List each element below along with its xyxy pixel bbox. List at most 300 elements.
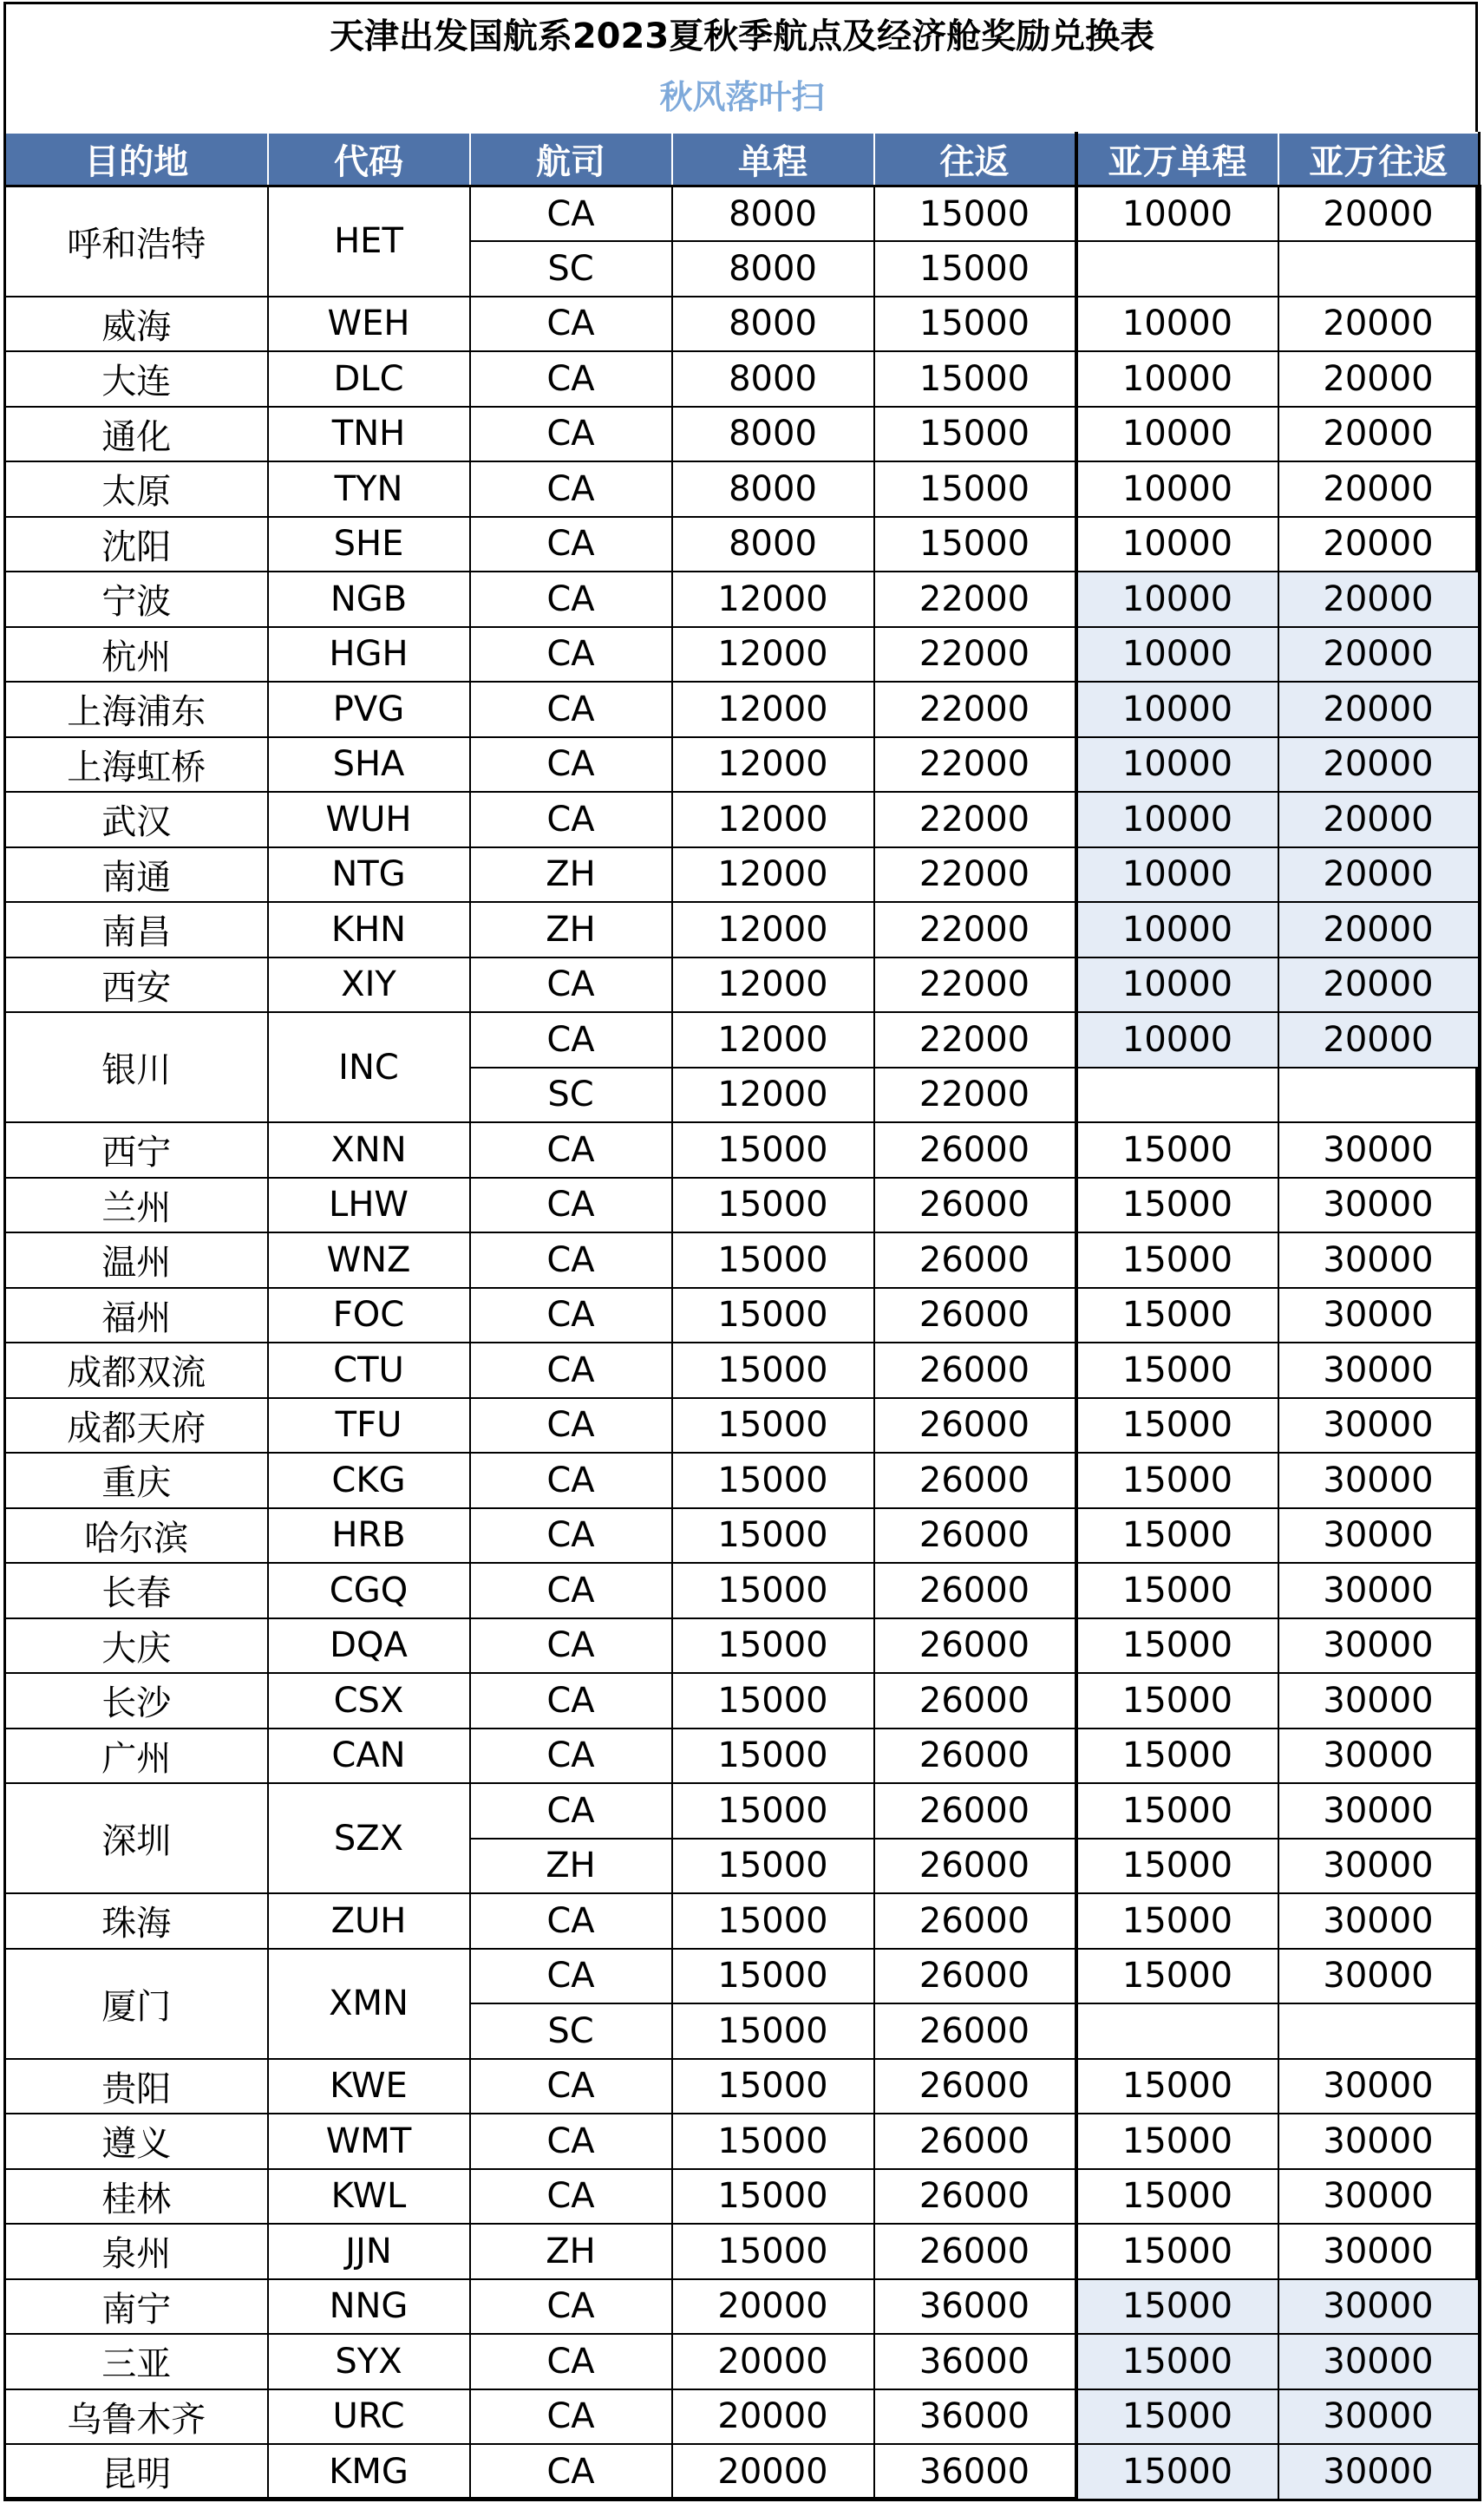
round-trip-cell: 22000 — [874, 572, 1076, 627]
table-row — [5, 297, 1480, 352]
round-trip-cell: 26000 — [874, 2003, 1076, 2059]
round-trip-cell: 22000 — [874, 957, 1076, 1013]
destination-cell: 南通 — [5, 847, 268, 903]
round-trip-cell: 26000 — [874, 1949, 1076, 2004]
round-trip-cell: 15000 — [874, 461, 1076, 517]
code-cell: NTG — [268, 847, 470, 903]
one-way-cell: 15000 — [672, 1178, 874, 1233]
asia-miles-one-way-cell: 15000 — [1076, 2334, 1278, 2389]
table-row — [5, 737, 1480, 793]
round-trip-cell: 26000 — [874, 1178, 1076, 1233]
destination-cell: 广州 — [5, 1729, 268, 1784]
round-trip-cell: 22000 — [874, 1012, 1076, 1068]
airline-cell: CA — [470, 2444, 672, 2500]
code-cell: INC — [268, 1012, 470, 1122]
round-trip-cell: 22000 — [874, 1068, 1076, 1123]
table-row — [5, 186, 1480, 242]
one-way-cell: 8000 — [672, 297, 874, 352]
asia-miles-round-trip-cell — [1278, 2003, 1480, 2059]
col-header-code: 代码 — [268, 133, 470, 186]
airline-cell: SC — [470, 2003, 672, 2059]
airline-cell: SC — [470, 1068, 672, 1123]
destination-cell: 成都双流 — [5, 1343, 268, 1398]
table-row — [5, 1122, 1480, 1178]
round-trip-cell: 36000 — [874, 2334, 1076, 2389]
asia-miles-round-trip-cell — [1278, 241, 1480, 297]
round-trip-cell: 26000 — [874, 1783, 1076, 1839]
asia-miles-round-trip-cell: 30000 — [1278, 1343, 1480, 1398]
round-trip-cell: 22000 — [874, 627, 1076, 683]
asia-miles-round-trip-cell: 30000 — [1278, 1893, 1480, 1949]
asia-miles-round-trip-cell: 20000 — [1278, 572, 1480, 627]
asia-miles-round-trip-cell: 20000 — [1278, 517, 1480, 572]
destination-cell: 珠海 — [5, 1893, 268, 1949]
round-trip-cell: 26000 — [874, 1343, 1076, 1398]
table-row — [5, 2334, 1480, 2389]
asia-miles-one-way-cell: 10000 — [1076, 902, 1278, 957]
table-row — [5, 2169, 1480, 2225]
destination-cell: 宁波 — [5, 572, 268, 627]
destination-cell: 武汉 — [5, 792, 268, 847]
destination-cell: 杭州 — [5, 627, 268, 683]
table-row — [5, 1508, 1480, 1564]
page-subtitle: 秋风落叶扫 — [659, 78, 825, 116]
asia-miles-round-trip-cell: 20000 — [1278, 186, 1480, 242]
table-row — [5, 1729, 1480, 1784]
round-trip-cell: 36000 — [874, 2444, 1076, 2500]
table-row — [5, 407, 1480, 462]
asia-miles-round-trip-cell: 30000 — [1278, 1673, 1480, 1729]
airline-cell: SC — [470, 241, 672, 297]
airline-cell: CA — [470, 1729, 672, 1784]
code-cell: CGQ — [268, 1563, 470, 1618]
asia-miles-one-way-cell: 15000 — [1076, 1618, 1278, 1674]
one-way-cell: 15000 — [672, 1949, 874, 2004]
code-cell: KHN — [268, 902, 470, 957]
table-row — [5, 1949, 1480, 2004]
col-header-destination: 目的地 — [5, 133, 268, 186]
asia-miles-one-way-cell: 15000 — [1076, 1178, 1278, 1233]
one-way-cell: 15000 — [672, 2224, 874, 2279]
destination-cell: 昆明 — [5, 2444, 268, 2500]
one-way-cell: 15000 — [672, 2169, 874, 2225]
one-way-cell: 12000 — [672, 792, 874, 847]
asia-miles-one-way-cell: 15000 — [1076, 1563, 1278, 1618]
one-way-cell: 15000 — [672, 1839, 874, 1894]
code-cell: DLC — [268, 351, 470, 407]
asia-miles-one-way-cell: 10000 — [1076, 517, 1278, 572]
asia-miles-round-trip-cell: 30000 — [1278, 1232, 1480, 1288]
table-row — [5, 1178, 1480, 1233]
round-trip-cell: 26000 — [874, 1398, 1076, 1454]
asia-miles-round-trip-cell: 30000 — [1278, 2169, 1480, 2225]
one-way-cell: 12000 — [672, 957, 874, 1013]
code-cell: SHE — [268, 517, 470, 572]
airline-cell: CA — [470, 572, 672, 627]
round-trip-cell: 22000 — [874, 737, 1076, 793]
one-way-cell: 12000 — [672, 627, 874, 683]
destination-cell: 上海虹桥 — [5, 737, 268, 793]
one-way-cell: 8000 — [672, 407, 874, 462]
asia-miles-round-trip-cell: 20000 — [1278, 737, 1480, 793]
asia-miles-one-way-cell — [1076, 2003, 1278, 2059]
asia-miles-one-way-cell: 10000 — [1076, 1012, 1278, 1068]
code-cell: TFU — [268, 1398, 470, 1454]
code-cell: SHA — [268, 737, 470, 793]
destination-cell: 银川 — [5, 1012, 268, 1122]
table-row — [5, 1783, 1480, 1839]
asia-miles-one-way-cell: 10000 — [1076, 461, 1278, 517]
round-trip-cell: 36000 — [874, 2389, 1076, 2445]
one-way-cell: 15000 — [672, 1508, 874, 1564]
airline-cell: CA — [470, 1893, 672, 1949]
code-cell: HGH — [268, 627, 470, 683]
destination-cell: 贵阳 — [5, 2059, 268, 2114]
destination-cell: 厦门 — [5, 1949, 268, 2059]
destination-cell: 通化 — [5, 407, 268, 462]
destination-cell: 温州 — [5, 1232, 268, 1288]
round-trip-cell: 26000 — [874, 2114, 1076, 2169]
round-trip-cell: 26000 — [874, 1673, 1076, 1729]
one-way-cell: 20000 — [672, 2279, 874, 2335]
asia-miles-round-trip-cell: 30000 — [1278, 1563, 1480, 1618]
table-row — [5, 2114, 1480, 2169]
destination-cell: 哈尔滨 — [5, 1508, 268, 1564]
one-way-cell: 15000 — [672, 1783, 874, 1839]
asia-miles-round-trip-cell: 20000 — [1278, 351, 1480, 407]
round-trip-cell: 36000 — [874, 2279, 1076, 2335]
code-cell: XIY — [268, 957, 470, 1013]
asia-miles-one-way-cell: 15000 — [1076, 1949, 1278, 2004]
airline-cell: CA — [470, 1398, 672, 1454]
one-way-cell: 12000 — [672, 572, 874, 627]
airline-cell: CA — [470, 1949, 672, 2004]
destination-cell: 大连 — [5, 351, 268, 407]
one-way-cell: 15000 — [672, 1232, 874, 1288]
asia-miles-one-way-cell: 15000 — [1076, 2389, 1278, 2445]
code-cell: LHW — [268, 1178, 470, 1233]
table-row — [5, 1618, 1480, 1674]
award-table — [3, 132, 1481, 2501]
airline-cell: CA — [470, 1232, 672, 1288]
table-row — [5, 2444, 1480, 2500]
asia-miles-round-trip-cell: 30000 — [1278, 1122, 1480, 1178]
code-cell: PVG — [268, 682, 470, 737]
asia-miles-one-way-cell: 10000 — [1076, 627, 1278, 683]
code-cell: DQA — [268, 1618, 470, 1674]
code-cell: URC — [268, 2389, 470, 2445]
one-way-cell: 15000 — [672, 2059, 874, 2114]
col-header-airline: 航司 — [470, 133, 672, 186]
round-trip-cell: 26000 — [874, 1122, 1076, 1178]
destination-cell: 三亚 — [5, 2334, 268, 2389]
asia-miles-one-way-cell: 15000 — [1076, 2169, 1278, 2225]
code-cell: JJN — [268, 2224, 470, 2279]
table-row — [5, 682, 1480, 737]
destination-cell: 沈阳 — [5, 517, 268, 572]
airline-cell: ZH — [470, 847, 672, 903]
destination-cell: 西宁 — [5, 1122, 268, 1178]
asia-miles-one-way-cell: 15000 — [1076, 2224, 1278, 2279]
one-way-cell: 15000 — [672, 1893, 874, 1949]
asia-miles-one-way-cell: 15000 — [1076, 2114, 1278, 2169]
one-way-cell: 20000 — [672, 2389, 874, 2445]
one-way-cell: 8000 — [672, 461, 874, 517]
code-cell: NNG — [268, 2279, 470, 2335]
asia-miles-one-way-cell — [1076, 241, 1278, 297]
asia-miles-one-way-cell: 15000 — [1076, 1122, 1278, 1178]
round-trip-cell: 26000 — [874, 1508, 1076, 1564]
asia-miles-one-way-cell: 15000 — [1076, 1893, 1278, 1949]
round-trip-cell: 26000 — [874, 1453, 1076, 1508]
asia-miles-round-trip-cell: 30000 — [1278, 2279, 1480, 2335]
destination-cell: 西安 — [5, 957, 268, 1013]
col-header-one-way: 单程 — [672, 133, 874, 186]
asia-miles-round-trip-cell: 30000 — [1278, 2389, 1480, 2445]
one-way-cell: 12000 — [672, 1068, 874, 1123]
one-way-cell: 12000 — [672, 902, 874, 957]
airline-cell: CA — [470, 1288, 672, 1343]
asia-miles-round-trip-cell: 30000 — [1278, 1508, 1480, 1564]
destination-cell: 重庆 — [5, 1453, 268, 1508]
round-trip-cell: 26000 — [874, 1729, 1076, 1784]
round-trip-cell: 22000 — [874, 792, 1076, 847]
asia-miles-one-way-cell: 10000 — [1076, 957, 1278, 1013]
table-row — [5, 902, 1480, 957]
airline-cell: CA — [470, 1012, 672, 1068]
asia-miles-round-trip-cell: 20000 — [1278, 957, 1480, 1013]
asia-miles-one-way-cell: 10000 — [1076, 351, 1278, 407]
one-way-cell: 15000 — [672, 1673, 874, 1729]
destination-cell: 泉州 — [5, 2224, 268, 2279]
code-cell: WEH — [268, 297, 470, 352]
asia-miles-round-trip-cell: 20000 — [1278, 792, 1480, 847]
asia-miles-round-trip-cell: 30000 — [1278, 2114, 1480, 2169]
one-way-cell: 15000 — [672, 1563, 874, 1618]
asia-miles-one-way-cell: 15000 — [1076, 2444, 1278, 2500]
asia-miles-round-trip-cell: 20000 — [1278, 902, 1480, 957]
round-trip-cell: 22000 — [874, 682, 1076, 737]
code-cell: CTU — [268, 1343, 470, 1398]
one-way-cell: 15000 — [672, 1729, 874, 1784]
airline-cell: CA — [470, 407, 672, 462]
code-cell: NGB — [268, 572, 470, 627]
asia-miles-one-way-cell: 15000 — [1076, 1232, 1278, 1288]
asia-miles-round-trip-cell: 20000 — [1278, 407, 1480, 462]
one-way-cell: 8000 — [672, 241, 874, 297]
round-trip-cell: 26000 — [874, 2169, 1076, 2225]
asia-miles-round-trip-cell: 30000 — [1278, 1398, 1480, 1454]
code-cell: SZX — [268, 1783, 470, 1893]
one-way-cell: 15000 — [672, 1453, 874, 1508]
round-trip-cell: 26000 — [874, 1893, 1076, 1949]
asia-miles-one-way-cell — [1076, 1068, 1278, 1123]
asia-miles-one-way-cell: 15000 — [1076, 1398, 1278, 1454]
asia-miles-round-trip-cell: 30000 — [1278, 1618, 1480, 1674]
code-cell: CSX — [268, 1673, 470, 1729]
round-trip-cell: 26000 — [874, 1232, 1076, 1288]
table-row — [5, 2389, 1480, 2445]
destination-cell: 南昌 — [5, 902, 268, 957]
airline-cell: CA — [470, 627, 672, 683]
airline-cell: CA — [470, 1453, 672, 1508]
asia-miles-one-way-cell: 15000 — [1076, 1673, 1278, 1729]
round-trip-cell: 15000 — [874, 241, 1076, 297]
table-row — [5, 1673, 1480, 1729]
asia-miles-round-trip-cell: 30000 — [1278, 1178, 1480, 1233]
airline-cell: CA — [470, 2169, 672, 2225]
round-trip-cell: 15000 — [874, 517, 1076, 572]
one-way-cell: 8000 — [672, 351, 874, 407]
asia-miles-one-way-cell: 10000 — [1076, 572, 1278, 627]
destination-cell: 长沙 — [5, 1673, 268, 1729]
code-cell: HRB — [268, 1508, 470, 1564]
destination-cell: 成都天府 — [5, 1398, 268, 1454]
destination-cell: 太原 — [5, 461, 268, 517]
one-way-cell: 12000 — [672, 1012, 874, 1068]
airline-cell: CA — [470, 1618, 672, 1674]
asia-miles-one-way-cell: 15000 — [1076, 2279, 1278, 2335]
airline-cell: CA — [470, 2114, 672, 2169]
destination-cell: 长春 — [5, 1563, 268, 1618]
round-trip-cell: 15000 — [874, 407, 1076, 462]
round-trip-cell: 26000 — [874, 1839, 1076, 1894]
one-way-cell: 20000 — [672, 2334, 874, 2389]
airline-cell: CA — [470, 957, 672, 1013]
asia-miles-round-trip-cell: 30000 — [1278, 1839, 1480, 1894]
asia-miles-round-trip-cell: 30000 — [1278, 2444, 1480, 2500]
code-cell: TNH — [268, 407, 470, 462]
code-cell: XMN — [268, 1949, 470, 2059]
airline-cell: CA — [470, 461, 672, 517]
asia-miles-round-trip-cell: 30000 — [1278, 1783, 1480, 1839]
table-row — [5, 2059, 1480, 2114]
table-row — [5, 2224, 1480, 2279]
code-cell: KMG — [268, 2444, 470, 2500]
code-cell: HET — [268, 186, 470, 297]
asia-miles-one-way-cell: 10000 — [1076, 186, 1278, 242]
asia-miles-one-way-cell: 10000 — [1076, 297, 1278, 352]
airline-cell: CA — [470, 682, 672, 737]
table-row — [5, 847, 1480, 903]
asia-miles-one-way-cell: 10000 — [1076, 737, 1278, 793]
round-trip-cell: 26000 — [874, 2224, 1076, 2279]
asia-miles-round-trip-cell: 20000 — [1278, 627, 1480, 683]
airline-cell: CA — [470, 1563, 672, 1618]
round-trip-cell: 15000 — [874, 351, 1076, 407]
asia-miles-round-trip-cell: 20000 — [1278, 297, 1480, 352]
one-way-cell: 15000 — [672, 1122, 874, 1178]
one-way-cell: 8000 — [672, 186, 874, 242]
table-row — [5, 627, 1480, 683]
airline-cell: CA — [470, 2334, 672, 2389]
airline-cell: CA — [470, 792, 672, 847]
table-row — [5, 792, 1480, 847]
destination-cell: 呼和浩特 — [5, 186, 268, 297]
asia-miles-one-way-cell: 10000 — [1076, 847, 1278, 903]
code-cell: KWE — [268, 2059, 470, 2114]
table-body — [5, 186, 1480, 2500]
code-cell: TYN — [268, 461, 470, 517]
table-row — [5, 1893, 1480, 1949]
destination-cell: 乌鲁木齐 — [5, 2389, 268, 2445]
col-header-round-trip: 往返 — [874, 133, 1076, 186]
round-trip-cell: 15000 — [874, 186, 1076, 242]
airline-cell: CA — [470, 186, 672, 242]
one-way-cell: 15000 — [672, 1398, 874, 1454]
one-way-cell: 15000 — [672, 1618, 874, 1674]
table-row — [5, 461, 1480, 517]
airline-cell: CA — [470, 517, 672, 572]
table-row — [5, 1453, 1480, 1508]
one-way-cell: 15000 — [672, 2003, 874, 2059]
asia-miles-round-trip-cell: 20000 — [1278, 461, 1480, 517]
airline-cell: CA — [470, 1343, 672, 1398]
code-cell: ZUH — [268, 1893, 470, 1949]
table-row — [5, 1232, 1480, 1288]
code-cell: CKG — [268, 1453, 470, 1508]
destination-cell: 威海 — [5, 297, 268, 352]
asia-miles-round-trip-cell: 30000 — [1278, 1949, 1480, 2004]
code-cell: CAN — [268, 1729, 470, 1784]
airline-cell: CA — [470, 1508, 672, 1564]
code-cell: WMT — [268, 2114, 470, 2169]
airline-cell: CA — [470, 1178, 672, 1233]
round-trip-cell: 26000 — [874, 1618, 1076, 1674]
round-trip-cell: 26000 — [874, 2059, 1076, 2114]
asia-miles-one-way-cell: 15000 — [1076, 1839, 1278, 1894]
asia-miles-round-trip-cell: 20000 — [1278, 1012, 1480, 1068]
airline-cell: CA — [470, 2059, 672, 2114]
code-cell: KWL — [268, 2169, 470, 2225]
round-trip-cell: 26000 — [874, 1563, 1076, 1618]
table-row — [5, 1288, 1480, 1343]
airline-cell: CA — [470, 2279, 672, 2335]
round-trip-cell: 22000 — [874, 847, 1076, 903]
code-cell: WUH — [268, 792, 470, 847]
col-header-asia-miles-round-trip: 亚万往返 — [1278, 133, 1480, 186]
asia-miles-one-way-cell: 15000 — [1076, 1729, 1278, 1784]
destination-cell: 南宁 — [5, 2279, 268, 2335]
header-row — [5, 133, 1480, 186]
code-cell: SYX — [268, 2334, 470, 2389]
airline-cell: ZH — [470, 1839, 672, 1894]
table-row — [5, 572, 1480, 627]
asia-miles-one-way-cell: 10000 — [1076, 682, 1278, 737]
one-way-cell: 12000 — [672, 737, 874, 793]
airline-cell: CA — [470, 1122, 672, 1178]
asia-miles-one-way-cell: 15000 — [1076, 2059, 1278, 2114]
asia-miles-round-trip-cell: 30000 — [1278, 2224, 1480, 2279]
asia-miles-round-trip-cell: 20000 — [1278, 847, 1480, 903]
asia-miles-one-way-cell: 15000 — [1076, 1783, 1278, 1839]
code-cell: FOC — [268, 1288, 470, 1343]
table-row — [5, 957, 1480, 1013]
airline-cell: ZH — [470, 902, 672, 957]
airline-cell: ZH — [470, 2224, 672, 2279]
asia-miles-round-trip-cell: 20000 — [1278, 682, 1480, 737]
code-cell: XNN — [268, 1122, 470, 1178]
asia-miles-one-way-cell: 15000 — [1076, 1453, 1278, 1508]
airline-cell: CA — [470, 2389, 672, 2445]
code-cell: WNZ — [268, 1232, 470, 1288]
airline-cell: CA — [470, 297, 672, 352]
asia-miles-one-way-cell: 15000 — [1076, 1288, 1278, 1343]
round-trip-cell: 22000 — [874, 902, 1076, 957]
one-way-cell: 15000 — [672, 1288, 874, 1343]
destination-cell: 遵义 — [5, 2114, 268, 2169]
asia-miles-round-trip-cell — [1278, 1068, 1480, 1123]
